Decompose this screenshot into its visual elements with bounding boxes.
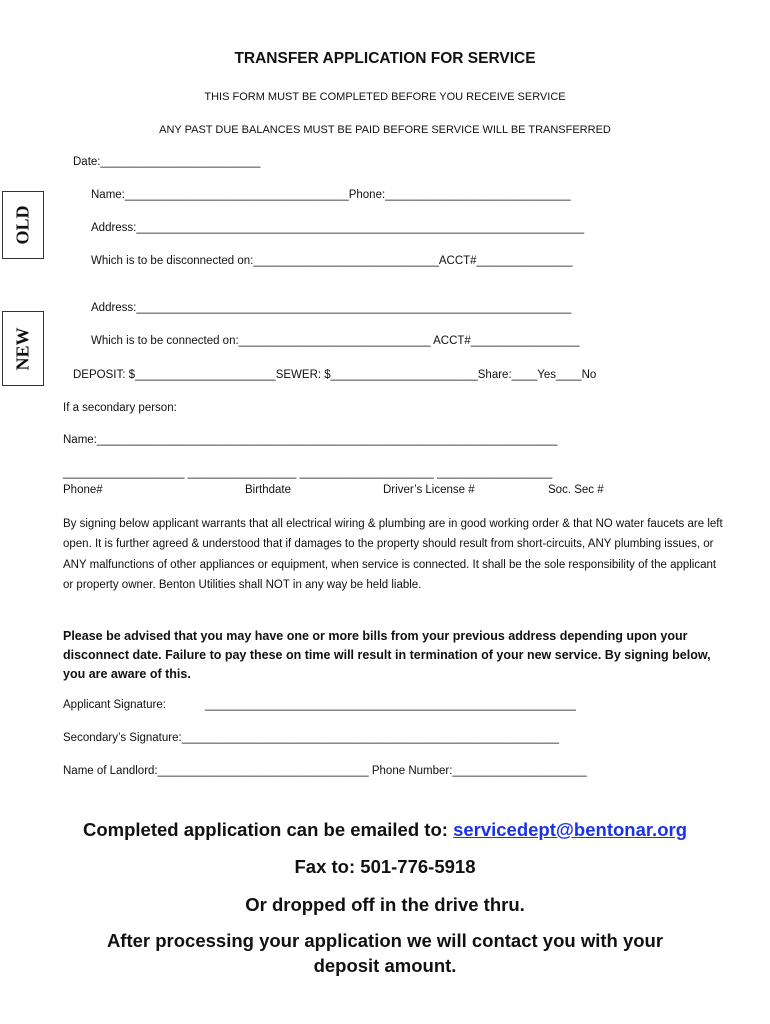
email-line	[0, 819, 770, 841]
old-section-label	[2, 191, 44, 259]
form-title: TRANSFER APPLICATION FOR SERVICE	[234, 50, 536, 67]
old-disconnect-field[interactable]: Which is to be disconnected on:_____________________________ACCT#_______________	[91, 255, 573, 267]
secondary-label-phone: Phone#	[63, 484, 103, 496]
old-label-text: OLD	[12, 205, 33, 245]
instruction-line-2: ANY PAST DUE BALANCES MUST BE PAID BEFORE SERVICE WILL BE TRANSFERRED	[159, 124, 611, 136]
new-address-field[interactable]: Address:____________________________________________________________________	[91, 302, 572, 314]
old-address-field[interactable]: Address:______________________________________________________________________	[91, 222, 585, 234]
after-processing-line-2: deposit amount.	[313, 955, 457, 976]
email-link[interactable]: servicedept@bentonar.org	[453, 819, 687, 840]
secondary-label-ssn: Soc. Sec #	[548, 484, 604, 496]
landlord-field[interactable]: Name of Landlord:_________________________________ Phone Number:_____________________	[63, 765, 587, 777]
secondary-details-line[interactable]: ___________________ _________________ _____________________ __________________	[63, 467, 553, 479]
applicant-signature-label: Applicant Signature:	[63, 699, 166, 711]
advisory-paragraph: Please be advised that you may have one or more bills from your previous address depending upon your disconnect date. Failure to pay these on time will result in termination of your new service. By signing below, you are aware of this.	[63, 629, 711, 681]
email-prefix: Completed application can be emailed to:	[82, 819, 454, 840]
old-name-phone-field[interactable]: Name:___________________________________Phone:_____________________________	[91, 189, 571, 201]
new-label-text: NEW	[12, 326, 33, 371]
secondary-name-field[interactable]: Name:________________________________________________________________________	[63, 434, 558, 446]
new-section-label	[2, 311, 44, 386]
deposit-sewer-share-field[interactable]: DEPOSIT: $______________________SEWER: $_______________________Share:____Yes____No	[73, 369, 597, 381]
date-field[interactable]: Date:_________________________	[73, 156, 261, 168]
new-connect-field[interactable]: Which is to be connected on:______________________________ ACCT#_________________	[91, 335, 580, 347]
applicant-signature-field[interactable]: __________________________________________________________	[205, 699, 576, 711]
instruction-line-1: THIS FORM MUST BE COMPLETED BEFORE YOU RECEIVE SERVICE	[204, 91, 566, 103]
after-processing-line-1: After processing your application we will contact you with your	[106, 930, 664, 951]
warranty-paragraph: By signing below applicant warrants that all electrical wiring & plumbing are in good working order & that NO water faucets are left open. It is further agreed & understood that if damages to the property should result from short-circuits, ANY plumbing issues, or ANY malfunctions of other appliances or equipment, when service is connected. It shall be the sole responsibility of the applicant or property owner. Benton Utilities shall NOT in any way be held liable.	[63, 518, 723, 591]
secondary-label-license: Driver’s License #	[383, 484, 475, 496]
secondary-signature-field[interactable]: Secondary’s Signature:___________________________________________________________	[63, 732, 560, 744]
fax-line: Fax to: 501-776-5918	[294, 856, 476, 877]
dropoff-line: Or dropped off in the drive thru.	[245, 894, 525, 915]
secondary-label-birthdate: Birthdate	[245, 484, 292, 496]
secondary-heading: If a secondary person:	[63, 402, 177, 414]
